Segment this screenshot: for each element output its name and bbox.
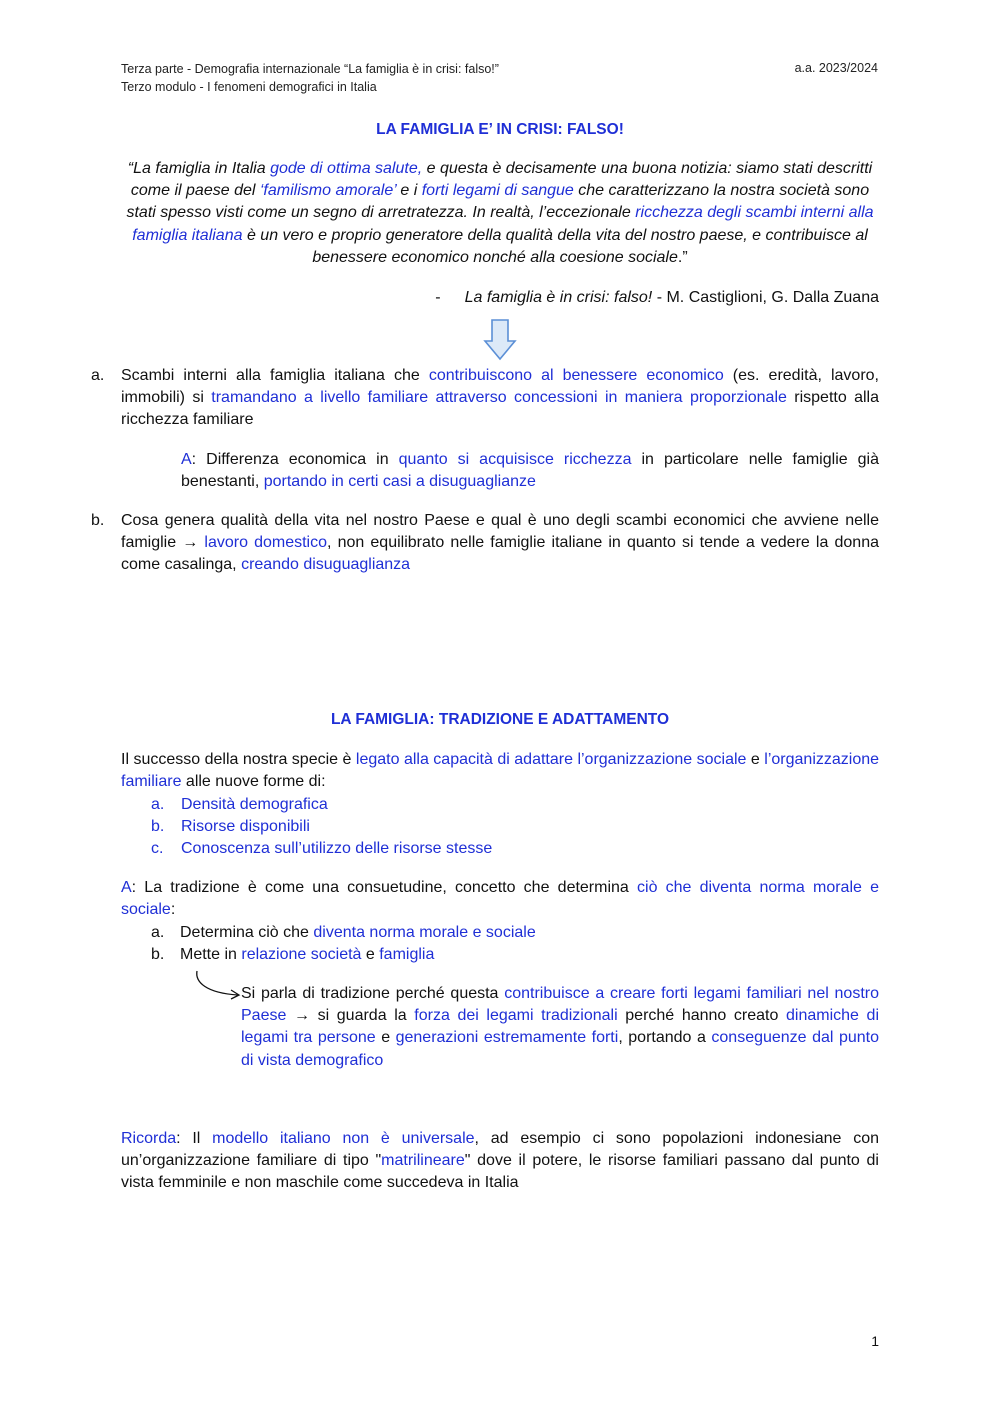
item-a-marker: a. <box>91 367 105 384</box>
quote-citation: - La famiglia è in crisi: falso! - M. Castiglioni, G. Dalla Zuana <box>435 289 879 306</box>
sub-a-text: Determina ciò che diventa norma morale e sociale <box>180 924 536 941</box>
list-item: b. <box>151 818 165 835</box>
header-line-1: Terza parte - Demografia internazionale “La famiglia è in crisi: falso!” <box>121 62 499 76</box>
section-title-tradition: LA FAMIGLIA: TRADIZIONE E ADATTAMENTO <box>330 711 670 728</box>
list-item: Densità demografica <box>181 796 328 813</box>
sub-b-text: Mette in relazione società e famiglia <box>180 946 435 963</box>
tradition-note: Si parla di tradizione perché questa contribuisce a creare forti legami familiari nel nostro Paese → si guarda la forza dei legami tradizionali perché hanno creato dinamiche di legami tra persone e generazioni estremamente forti, portando a conseguenze dal punto di vista demografico <box>241 985 880 1069</box>
item-a-text: Scambi interni alla famiglia italiana che contribuiscono al benessere economico (es. eredità, lavoro, immobili) si tramandano a livello familiare attraverso concessioni in maniera proporzionale rispetto alla ricchezza familiare <box>121 367 880 429</box>
sub-a-marker: a. <box>151 924 165 941</box>
quote-block: “La famiglia in Italia gode di ottima salute, e questa è decisamente una buona notizia: siamo stati descritti come il paese del ‘familismo amorale’ e i forti legami di sangue che caratterizzano la nostra società sono stati spesso visti come un segno di arretratezza. In realtà, l’eccezionale ricchezza degli scambi interni alla famiglia italiana è un vero e proprio generatore della qualità della vita del nostro paese, e contribuisce al benessere economico nonché alla coesione sociale.” <box>126 160 874 266</box>
item-b-marker: b. <box>91 512 105 529</box>
academic-year: a.a. 2023/2024 <box>794 61 878 75</box>
item-b-text: Cosa genera qualità della vita nel nostro Paese e qual è uno degli scambi economici che avviene nelle famiglie → lavoro domestico, non equilibrato nelle famiglie italiane in quanto si tende a vedere la donna come casalinga, creando disuguaglianza <box>121 512 879 574</box>
section-title-crisis: LA FAMIGLIA E’ IN CRISI: FALSO! <box>376 121 624 138</box>
down-arrow-icon <box>483 319 517 361</box>
list-item: c. <box>151 840 164 857</box>
intro-paragraph: Il successo della nostra specie è legato alla capacità di adattare l’organizzazione sociale e l’organizzazione familiare alle nuove forme di: <box>121 751 880 791</box>
header-line-2: Terzo modulo - I fenomeni demografici in Italia <box>121 80 377 94</box>
answer-tradition: A: La tradizione è come una consuetudine, concetto che determina ciò che diventa norma morale e sociale: <box>121 879 879 919</box>
list-item: Conoscenza sull’utilizzo delle risorse stesse <box>181 840 493 857</box>
sub-b-marker: b. <box>151 946 165 963</box>
list-item: Risorse disponibili <box>181 818 310 835</box>
curved-arrow-icon <box>192 968 244 1000</box>
remember-note: Ricorda: Il modello italiano non è universale, ad esempio ci sono popolazioni indonesiane con un’organizzazione familiare di tipo "matrilineare" dove il potere, le risorse familiari passano dal punto di vista femminile e non maschile come succedeva in Italia <box>121 1130 879 1192</box>
page-number: 1 <box>871 1333 879 1349</box>
answer-a: A: Differenza economica in quanto si acquisisce ricchezza in particolare nelle famiglie già benestanti, portando in certi casi a disuguaglianze <box>181 451 880 491</box>
list-item: a. <box>151 796 165 813</box>
